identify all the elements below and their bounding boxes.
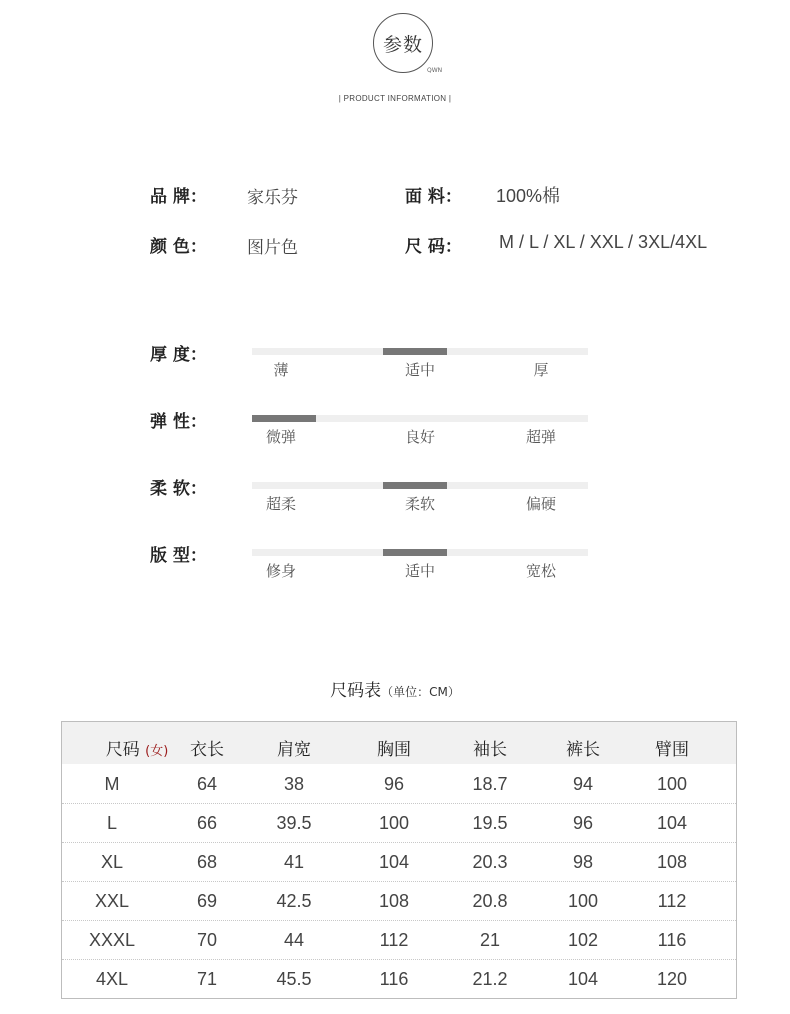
table-cell: 100 bbox=[567, 891, 599, 911]
table-cell: 98 bbox=[572, 852, 594, 872]
spec-label-brand: 品 牌： bbox=[150, 187, 207, 207]
header-cell-3: 袖长 bbox=[473, 740, 507, 760]
logo-title: 参数 bbox=[382, 34, 423, 56]
spec-value-brand: 家乐芬 bbox=[247, 188, 298, 208]
table-row-divider bbox=[62, 920, 736, 921]
table-cell-size: M bbox=[104, 774, 120, 794]
size-table bbox=[61, 721, 737, 999]
table-cell: 94 bbox=[572, 774, 594, 794]
table-cell-size: XXXL bbox=[88, 930, 136, 950]
size-table-title bbox=[0, 676, 790, 701]
scale-option-softness-1: 柔软 bbox=[404, 495, 435, 513]
table-cell: 71 bbox=[196, 969, 218, 989]
scale-marker-thickness bbox=[383, 348, 447, 355]
spec-value-color: 图片色 bbox=[247, 238, 298, 258]
table-cell: 116 bbox=[657, 930, 687, 950]
table-cell: 108 bbox=[656, 852, 688, 872]
table-cell: 116 bbox=[379, 969, 409, 989]
table-cell: 69 bbox=[196, 891, 218, 911]
table-row-divider bbox=[62, 842, 736, 843]
header-cell-1: 肩宽 bbox=[277, 740, 311, 760]
table-cell-size: 4XL bbox=[95, 969, 129, 989]
table-cell: 100 bbox=[378, 813, 410, 833]
scale-option-elasticity-0: 微弹 bbox=[265, 428, 296, 446]
table-cell: 45.5 bbox=[276, 969, 312, 989]
scale-marker-fit bbox=[383, 549, 447, 556]
table-cell: 19.5 bbox=[472, 813, 508, 833]
table-cell: 20.8 bbox=[472, 891, 508, 911]
table-cell: 42.5 bbox=[276, 891, 312, 911]
table-cell: 21 bbox=[479, 930, 501, 950]
scale-option-fit-2: 宽松 bbox=[525, 562, 556, 580]
scale-label-thickness: 厚 度： bbox=[150, 345, 207, 365]
table-cell: 18.7 bbox=[472, 774, 508, 794]
table-cell: 104 bbox=[567, 969, 599, 989]
table-cell: 39.5 bbox=[276, 813, 312, 833]
table-cell: 21.2 bbox=[472, 969, 508, 989]
table-cell: 20.3 bbox=[472, 852, 508, 872]
table-cell: 112 bbox=[379, 930, 409, 950]
logo-subtext: QWN bbox=[427, 67, 443, 74]
spec-value-size: M / L / XL / XXL / 3XL/4XL bbox=[499, 232, 708, 252]
table-row-divider bbox=[62, 959, 736, 960]
table-cell: 96 bbox=[572, 813, 594, 833]
section-subtitle: | PRODUCT INFORMATION | bbox=[338, 94, 452, 103]
header-female-label: (女) bbox=[145, 744, 169, 759]
size-table-unit: （单位：CM） bbox=[381, 685, 460, 699]
scale-marker-elasticity bbox=[252, 415, 316, 422]
table-cell: 66 bbox=[196, 813, 218, 833]
table-cell: 108 bbox=[378, 891, 410, 911]
table-cell: 102 bbox=[567, 930, 599, 950]
table-row-divider bbox=[62, 881, 736, 882]
scale-option-elasticity-1: 良好 bbox=[404, 428, 435, 446]
table-cell-size: XL bbox=[100, 852, 124, 872]
table-cell: 104 bbox=[656, 813, 688, 833]
header-cell-0: 衣长 bbox=[190, 740, 224, 760]
size-table-header bbox=[62, 722, 736, 764]
scale-option-thickness-2: 厚 bbox=[533, 361, 549, 379]
spec-label-color: 颜 色： bbox=[150, 237, 207, 257]
spec-label-fabric: 面 料： bbox=[405, 187, 462, 207]
table-cell: 120 bbox=[656, 969, 688, 989]
table-cell: 70 bbox=[196, 930, 218, 950]
header-cell-4: 裤长 bbox=[566, 740, 600, 760]
scale-marker-softness bbox=[383, 482, 447, 489]
header-cell-2: 胸围 bbox=[377, 740, 411, 760]
table-cell: 64 bbox=[196, 774, 218, 794]
scale-option-fit-0: 修身 bbox=[265, 562, 296, 580]
scale-option-elasticity-2: 超弹 bbox=[525, 428, 556, 446]
header-cell-5: 臂围 bbox=[655, 740, 689, 760]
table-cell: 112 bbox=[657, 891, 687, 911]
header-size-label: 尺码 bbox=[105, 740, 140, 760]
scale-label-elasticity: 弹 性： bbox=[150, 412, 207, 432]
table-cell: 104 bbox=[378, 852, 410, 872]
table-cell-size: XXL bbox=[94, 891, 130, 911]
table-cell: 44 bbox=[283, 930, 305, 950]
size-table-title-text: 尺码表 bbox=[330, 681, 382, 701]
scale-label-softness: 柔 软： bbox=[150, 479, 207, 499]
spec-value-fabric: 100%棉 bbox=[496, 186, 561, 206]
scale-option-softness-2: 偏硬 bbox=[525, 495, 556, 513]
scale-option-fit-1: 适中 bbox=[404, 562, 435, 580]
scale-option-softness-0: 超柔 bbox=[265, 495, 296, 513]
table-row-divider bbox=[62, 803, 736, 804]
table-cell-size: L bbox=[106, 813, 117, 833]
scale-option-thickness-1: 适中 bbox=[404, 361, 435, 379]
table-cell: 96 bbox=[383, 774, 405, 794]
scale-option-thickness-0: 薄 bbox=[273, 361, 289, 379]
table-cell: 38 bbox=[283, 774, 305, 794]
scale-label-fit: 版 型： bbox=[150, 546, 207, 566]
table-cell: 68 bbox=[196, 852, 218, 872]
table-cell: 41 bbox=[283, 852, 305, 872]
spec-label-size: 尺 码： bbox=[405, 237, 462, 257]
table-cell: 100 bbox=[656, 774, 688, 794]
